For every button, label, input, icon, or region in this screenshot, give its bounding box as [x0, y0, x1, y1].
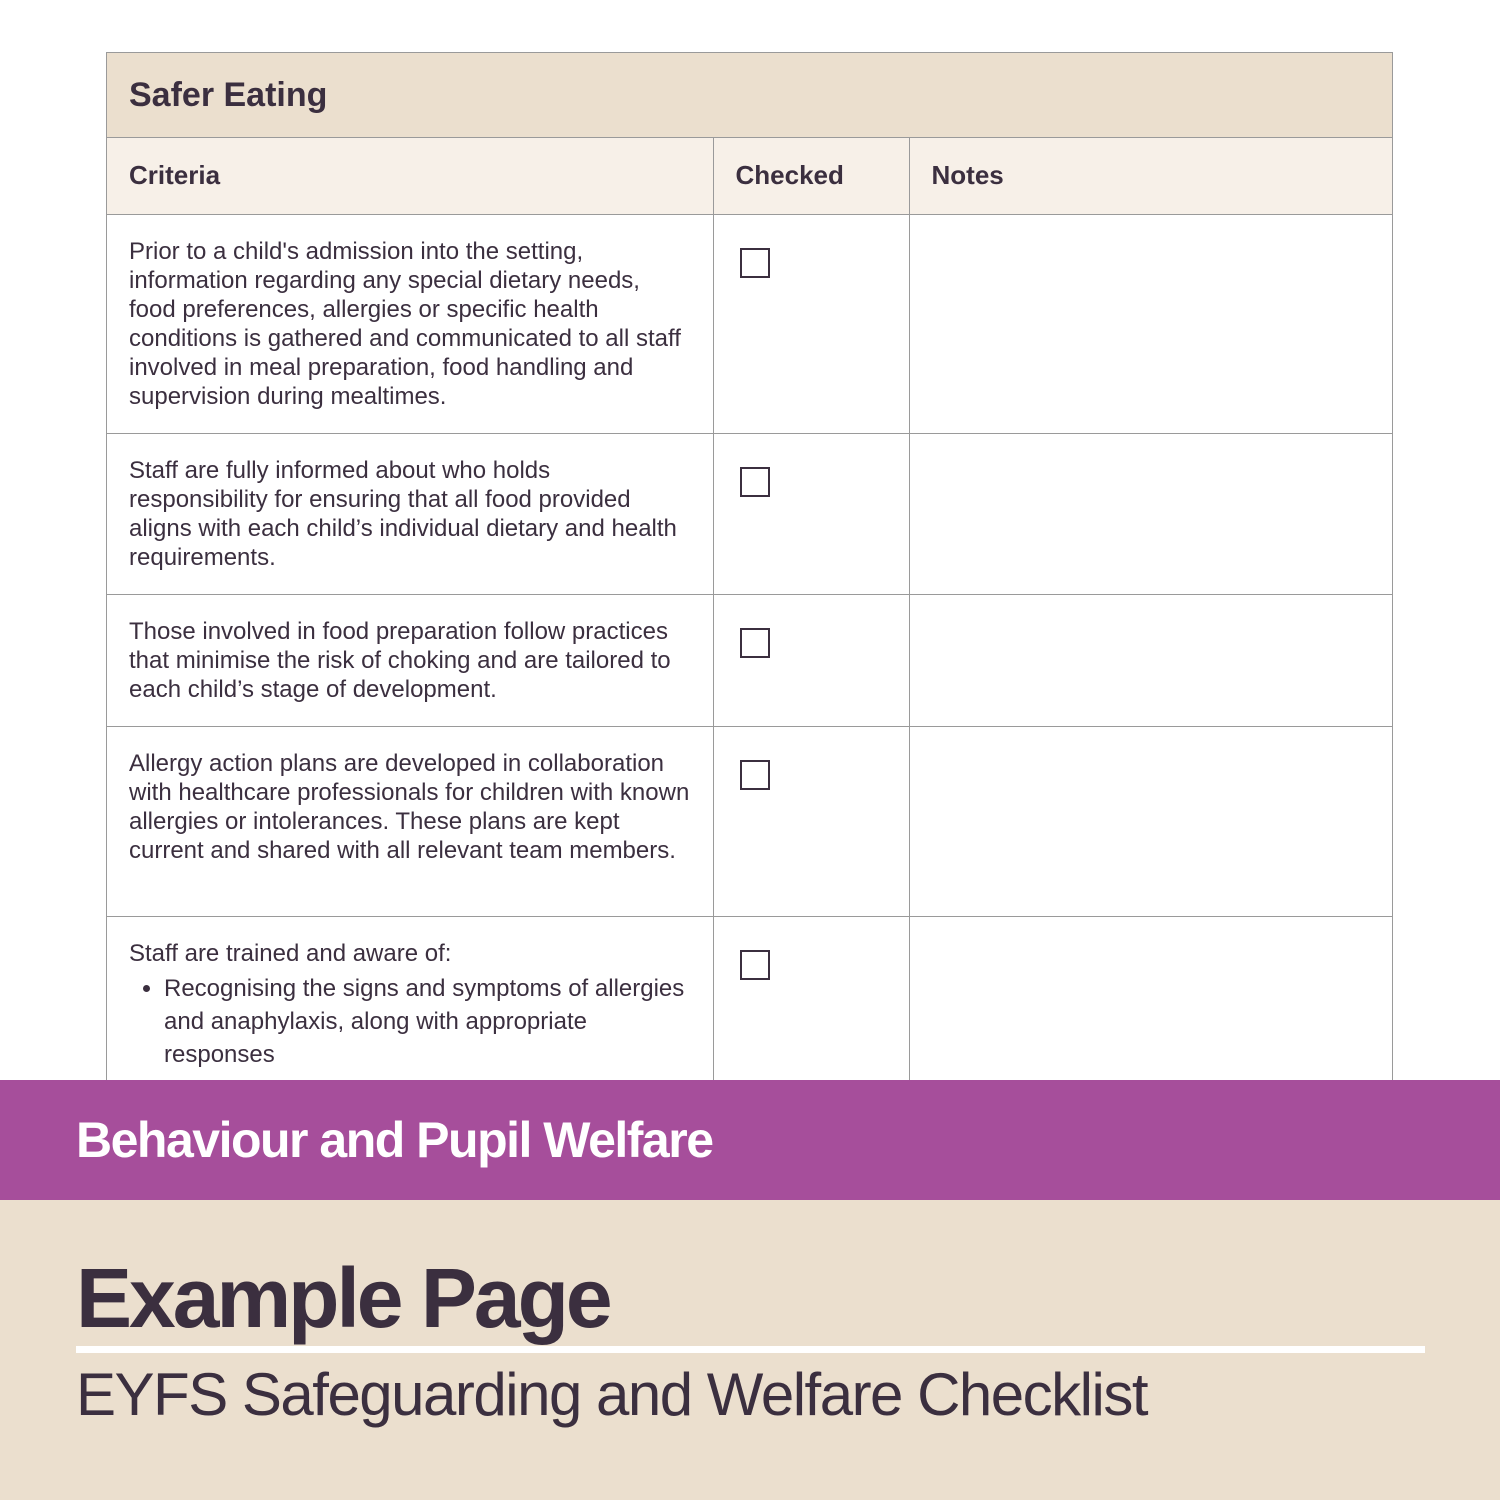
- footer-divider: [76, 1346, 1425, 1353]
- criteria-bullet-list: [129, 972, 693, 1071]
- criteria-cell: Allergy action plans are developed in collaboration with healthcare professionals for children with known allergies or intolerances. These plans are kept current and shared with all relevant team members.: [107, 726, 713, 916]
- notes-cell[interactable]: [909, 916, 1393, 1080]
- footer-subtitle: EYFS Safeguarding and Welfare Checklist: [76, 1361, 1147, 1428]
- banner-text: Behaviour and Pupil Welfare: [76, 1112, 713, 1168]
- checked-cell: [713, 594, 909, 726]
- checklist-sheet: [106, 52, 1393, 1080]
- criteria-cell: Staff are fully informed about who holds responsibility for ensuring that all food provided aligns with each child’s individual dietary and health requirements.: [107, 433, 713, 594]
- table-header-row: [107, 138, 1393, 214]
- category-banner: [0, 1080, 1500, 1200]
- checked-cell: [713, 916, 909, 1080]
- footer-title: Example Page: [76, 1251, 610, 1345]
- column-header-notes: Notes: [909, 138, 1393, 214]
- checked-cell: [713, 726, 909, 916]
- column-header-checked: Checked: [713, 138, 909, 214]
- table-row: [107, 433, 1393, 594]
- checkbox[interactable]: [740, 950, 770, 980]
- checkbox[interactable]: [740, 628, 770, 658]
- table-row: [107, 726, 1393, 916]
- table-row: [107, 916, 1393, 1080]
- criteria-cell: [107, 916, 713, 1080]
- notes-cell[interactable]: [909, 726, 1393, 916]
- footer-panel: [0, 1200, 1500, 1500]
- table-row: [107, 594, 1393, 726]
- checked-cell: [713, 433, 909, 594]
- criteria-bullet: • Recognising the signs and symptoms of allergies and anaphylaxis, along with appropriate responses: [164, 972, 693, 1071]
- checkbox[interactable]: [740, 248, 770, 278]
- checkbox[interactable]: [740, 467, 770, 497]
- criteria-cell: Those involved in food preparation follow practices that minimise the risk of choking and are tailored to each child’s stage of development.: [107, 594, 713, 726]
- notes-cell[interactable]: [909, 594, 1393, 726]
- criteria-text: Staff are trained and aware of:: [129, 939, 452, 967]
- notes-cell[interactable]: [909, 433, 1393, 594]
- criteria-cell: Prior to a child's admission into the setting, information regarding any special dietary needs, food preferences, allergies or specific health conditions is gathered and communicated to all staff involved in meal preparation, food handling and supervision during mealtimes.: [107, 214, 713, 433]
- section-title: Safer Eating: [107, 53, 1392, 138]
- notes-cell[interactable]: [909, 214, 1393, 433]
- checklist-table: [107, 138, 1393, 1080]
- table-row: [107, 214, 1393, 433]
- column-header-criteria: Criteria: [107, 138, 713, 214]
- checked-cell: [713, 214, 909, 433]
- checkbox[interactable]: [740, 760, 770, 790]
